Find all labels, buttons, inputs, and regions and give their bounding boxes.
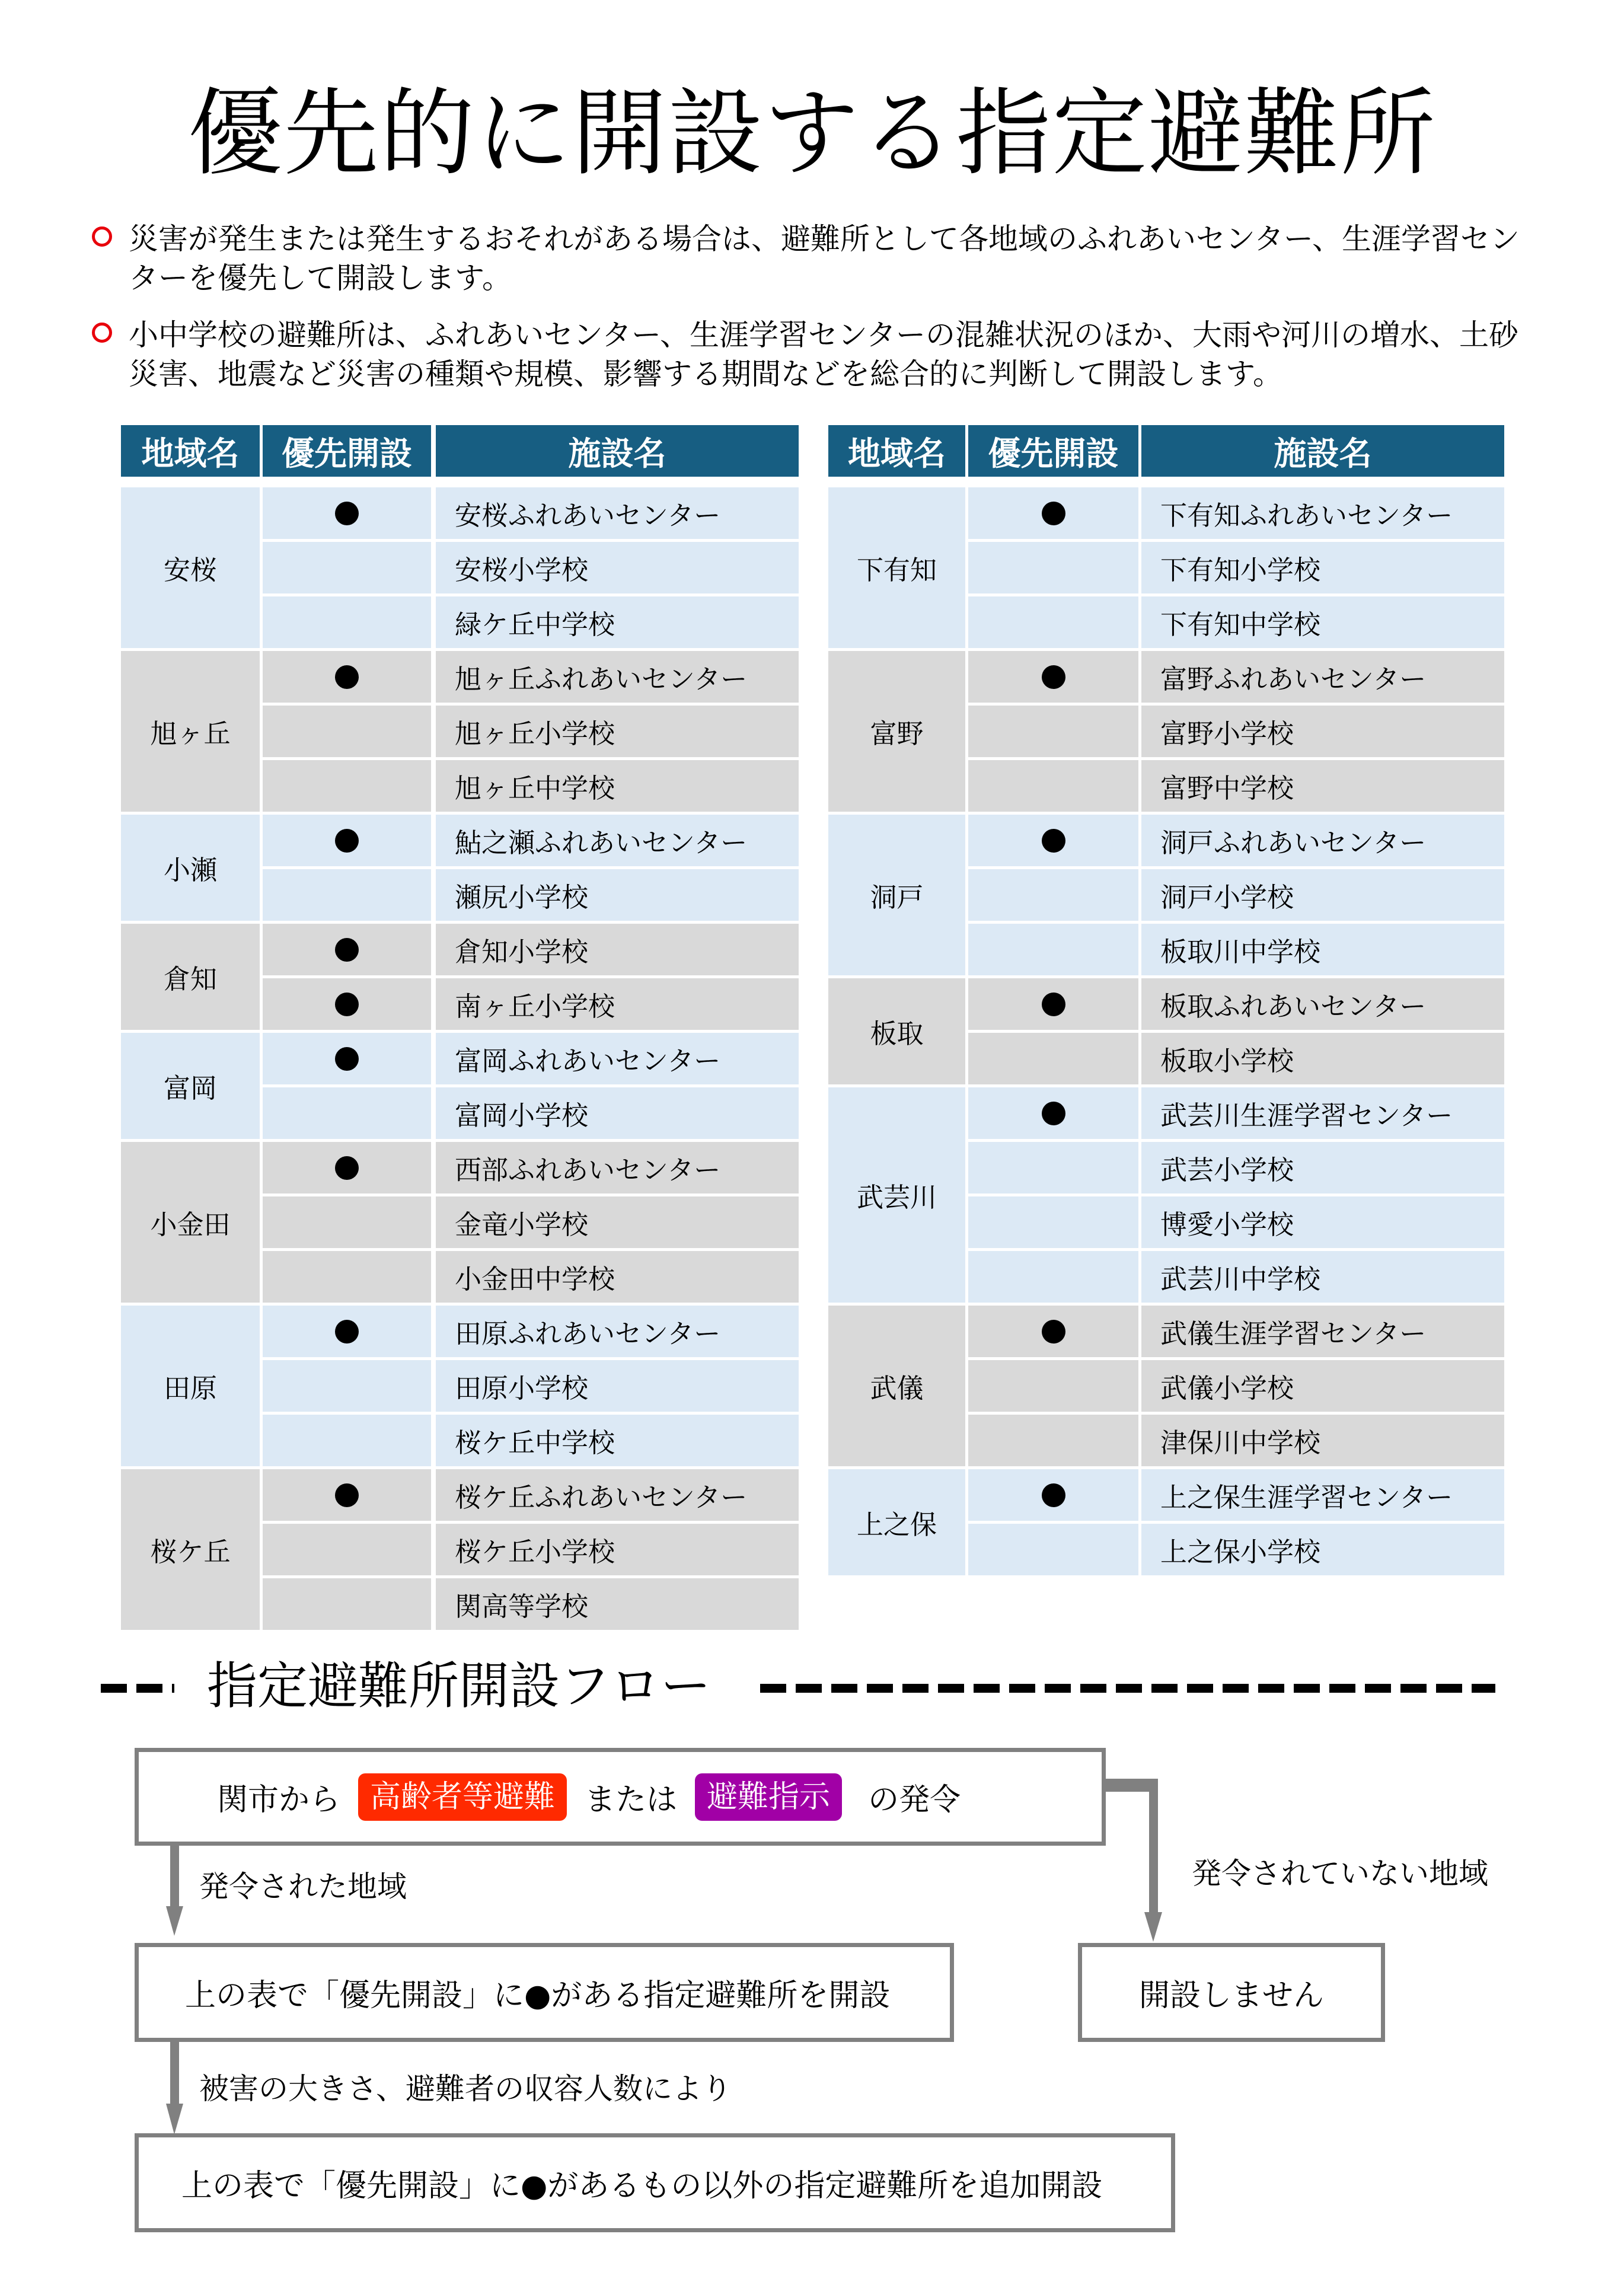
region-cell: 富野 [828, 651, 965, 812]
header-facility: 施設名 [436, 425, 799, 477]
region-cell: 田原 [121, 1306, 260, 1466]
facility-cell: 下有知中学校 [1141, 596, 1504, 648]
facility-cell: 富野ふれあいセンター [1141, 651, 1504, 703]
region-cell: 倉知 [121, 924, 260, 1030]
issuance-suffix: の発令 [868, 1782, 961, 1818]
step-additional-open-box [135, 2133, 1175, 2232]
region-cell: 上之保 [828, 1469, 965, 1575]
facility-cell: 関高等学校 [436, 1578, 799, 1630]
region-cell: 小金田 [121, 1142, 260, 1303]
arrow-down-additional [166, 2040, 183, 2134]
step-open-priority-box [135, 1943, 954, 2042]
region-cell: 安桜 [121, 487, 260, 648]
facility-cell: 金竜小学校 [436, 1196, 799, 1248]
bullet-text: 災害が発生または発生するおそれがある場合は、避難所として各地域のふれあいセンター、生涯学習センターを優先して開設します。 [129, 222, 1520, 295]
header-priority: 優先開設 [263, 425, 431, 477]
arrow-not-issued [1103, 1779, 1162, 1942]
facility-cell: 西部ふれあいセンター [436, 1142, 799, 1194]
bullet-text: 小中学校の避難所は、ふれあいセンター、生涯学習センターの混雑状況のほか、大雨や河川の増水、土砂災害、地震など災害の種類や規模、影響する期間などを総合的に判断して開設します。 [129, 318, 1518, 391]
facility-cell: 上之保小学校 [1141, 1524, 1504, 1575]
facility-cell: 武儀生涯学習センター [1141, 1306, 1504, 1357]
facility-cell: 旭ヶ丘小学校 [436, 706, 799, 757]
region-cell: 板取 [828, 978, 965, 1084]
no-open-box [1078, 1943, 1385, 2042]
issuance-or: または [585, 1782, 678, 1818]
facility-cell: 洞戸小学校 [1141, 869, 1504, 921]
facility-cell: 武芸小学校 [1141, 1142, 1504, 1194]
facility-cell: 武儀小学校 [1141, 1360, 1504, 1412]
no-open-text: 開設しません [1138, 1978, 1324, 2013]
facility-cell: 下有知小学校 [1141, 542, 1504, 593]
facility-cell: 博愛小学校 [1141, 1196, 1504, 1248]
facility-cell: 鮎之瀬ふれあいセンター [436, 815, 799, 866]
header-region: 地域名 [121, 425, 260, 477]
facility-cell: 安桜小学校 [436, 542, 799, 593]
facility-cell: 上之保生涯学習センター [1141, 1469, 1504, 1521]
open-priority-text: 上の表で「優先開設」に●がある指定避難所を開設 [185, 1978, 891, 2013]
region-cell: 下有知 [828, 487, 965, 648]
facility-cell: 倉知小学校 [436, 924, 799, 975]
arrow-down-issued [166, 1844, 183, 1936]
facility-cell: 富岡ふれあいセンター [436, 1033, 799, 1084]
additional-open-text: 上の表で「優先開設」に●があるもの以外の指定避難所を追加開設 [181, 2168, 1103, 2204]
facility-cell: 旭ヶ丘ふれあいセンター [436, 651, 799, 703]
facility-cell: 桜ケ丘ふれあいセンター [436, 1469, 799, 1521]
damage-condition-label: 被害の大きさ、避難者の収容人数により [199, 2072, 732, 2106]
header-facility: 施設名 [1141, 425, 1504, 477]
facility-cell: 小金田中学校 [436, 1251, 799, 1303]
issued-area-label: 発令された地域 [199, 1869, 407, 1904]
facility-cell: 桜ケ丘小学校 [436, 1524, 799, 1575]
facility-cell: 桜ケ丘中学校 [436, 1415, 799, 1466]
step-issuance-box [135, 1748, 1106, 1846]
issuance-prefix: 関市から [217, 1782, 341, 1818]
evacuation-order-badge: 避難指示 [695, 1773, 842, 1821]
region-cell: 富岡 [121, 1033, 260, 1139]
flow-heading: 指定避難所開設フロー [207, 1657, 712, 1716]
region-cell: 武芸川 [828, 1087, 965, 1303]
facility-cell: 田原小学校 [436, 1360, 799, 1412]
facility-cell: 富野中学校 [1141, 760, 1504, 812]
region-cell: 旭ヶ丘 [121, 651, 260, 812]
facility-cell: 武芸川中学校 [1141, 1251, 1504, 1303]
facility-cell: 板取ふれあいセンター [1141, 978, 1504, 1030]
facility-cell: 旭ヶ丘中学校 [436, 760, 799, 812]
header-priority: 優先開設 [968, 425, 1138, 477]
facility-cell: 富野小学校 [1141, 706, 1504, 757]
facility-cell: 田原ふれあいセンター [436, 1306, 799, 1357]
region-cell: 桜ケ丘 [121, 1469, 260, 1630]
facility-cell: 安桜ふれあいセンター [436, 487, 799, 539]
page-title: 優先的に開設する指定避難所 [187, 78, 1437, 189]
not-issued-area-label: 発令されていない地域 [1192, 1856, 1488, 1891]
header-region: 地域名 [828, 425, 965, 477]
facility-cell: 富岡小学校 [436, 1087, 799, 1139]
facility-cell: 津保川中学校 [1141, 1415, 1504, 1466]
facility-cell: 板取小学校 [1141, 1033, 1504, 1084]
facility-cell: 緑ケ丘中学校 [436, 596, 799, 648]
elderly-evacuation-badge: 高齢者等避難 [358, 1773, 567, 1821]
facility-cell: 下有知ふれあいセンター [1141, 487, 1504, 539]
facility-cell: 南ヶ丘小学校 [436, 978, 799, 1030]
region-cell: 洞戸 [828, 815, 965, 975]
facility-cell: 板取川中学校 [1141, 924, 1504, 975]
region-cell: 武儀 [828, 1306, 965, 1466]
facility-cell: 武芸川生涯学習センター [1141, 1087, 1504, 1139]
facility-cell: 瀬尻小学校 [436, 869, 799, 921]
facility-cell: 洞戸ふれあいセンター [1141, 815, 1504, 866]
region-cell: 小瀬 [121, 815, 260, 921]
